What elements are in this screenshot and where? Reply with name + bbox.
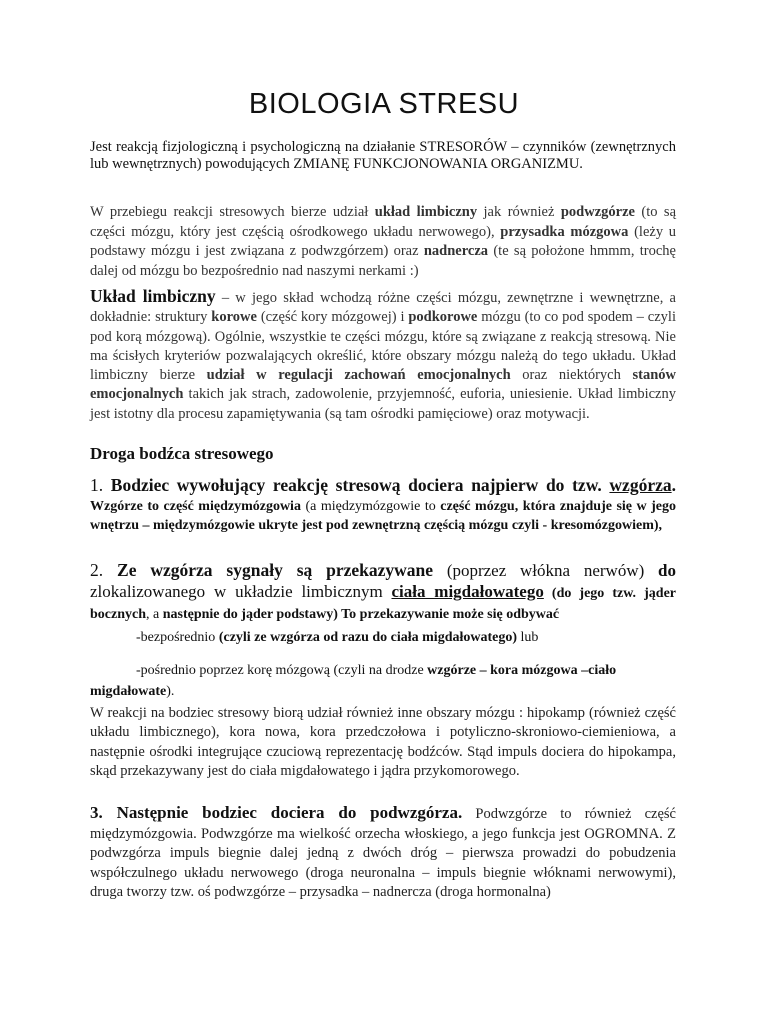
bold-term: podkorowe <box>408 309 478 326</box>
step-1 <box>90 476 676 536</box>
bold-term: do <box>658 561 676 580</box>
bold-term: 3. Następnie bodziec dociera do podwzgórza. <box>90 803 463 822</box>
indent-indirect <box>90 660 676 702</box>
bold-term: (do jego tzw. jąder bocznych <box>90 586 676 622</box>
bold-term: układ limbiczny <box>374 204 478 220</box>
page-title: BIOLOGIA STRESU <box>248 88 520 120</box>
step-2 <box>90 560 676 625</box>
bold-term: Wzgórze to część międzymózgowia <box>90 498 301 514</box>
text-run: zlokalizowanego w układzie limbicznym <box>90 582 392 601</box>
paragraph-limbic-system <box>90 287 676 424</box>
bold-term: przysadka mózgowa <box>500 223 629 240</box>
indent-direct <box>136 630 538 646</box>
text-run: -pośrednio poprzez korę mózgową (czyli na drodze <box>136 663 428 678</box>
text-run: oraz niektórych <box>510 367 633 384</box>
bold-term: (czyli ze wzgórza od razu do ciała migdałowatego) <box>218 630 518 645</box>
text-run: (leży u podstawy mózgu i jest związana z podwzgórzem) oraz <box>90 223 677 260</box>
text-run: (poprzez włókna nerwów) <box>433 561 659 580</box>
bold-term: Bodziec wywołujący reakcję stresową dociera najpierw do tzw. <box>110 475 610 495</box>
bold-term: wzgórze – kora mózgowa –ciało migdałowate <box>90 663 617 699</box>
underlined-term <box>609 475 671 495</box>
bold-term: stanów emocjonalnych <box>90 367 676 403</box>
punctuation: . <box>671 475 676 495</box>
text-run: W przebiegu reakcji stresowych bierze udział <box>90 204 375 220</box>
paragraph-other-areas <box>90 704 676 781</box>
text-run: -bezpośrednio <box>136 630 219 645</box>
text-run: takich jak strach, zadowolenie, przyjemność, euforia, uniesienie. Układ limbiczny jest istotny dla procesu zapamiętywania (są tam ośrodki pamięciowe) oraz motywacji. <box>90 386 676 422</box>
paragraph-definition <box>90 139 676 173</box>
underlined-term-text: ciała migdałowatego <box>391 582 544 601</box>
text-run: Jest reakcją fizjologiczną i psychologiczną na działanie STRESORÓW – czynników (zewnętrznych lub wewnętrznych) powodujących ZMIANĘ FUNKCJONOWANIA ORGANIZMU. <box>90 139 676 172</box>
text-run: , a <box>146 607 163 622</box>
bold-term: Układ limbiczny <box>90 286 216 306</box>
bold-term: udział w regulacji zachowań emocjonalnych <box>206 367 511 384</box>
text-run: W reakcji na bodziec stresowy biorą udział również inne obszary mózgu : hipokamp (również część układu limbicznego), kora nowa, kora przedczołowa i potyliczno-skroniowo-ciemieniowa, a następnie ośrodki integrujące czuciową reprezentację bodźców. Stąd impuls dociera do hipokampa, skąd przekazywany jest do ciała migdałowatego i jądra przykomorowego. <box>90 705 676 779</box>
paragraph-structures <box>90 203 676 281</box>
underlined-term <box>391 582 543 601</box>
text-run: (a międzymózgowie to <box>300 498 441 514</box>
step-3 <box>90 803 676 903</box>
text-run: jak również <box>477 204 561 220</box>
underlined-term-text: wzgórza <box>609 475 672 495</box>
section-heading: Droga bodźca stresowego <box>90 444 274 463</box>
text-run: (część kory mózgowej) i <box>256 309 409 326</box>
text-run: (to są części mózgu, który jest częścią ośrodkowego układu nerwowego), <box>90 204 677 240</box>
bold-term: korowe <box>211 309 257 326</box>
text-run: (te są położone hmmm, trochę dalej od mózgu bo bezpośrednio nad naszymi nerkami :) <box>90 243 676 279</box>
text-run: mózgu (to co pod spodem – czyli pod korą mózgową). Ogólnie, wszystkie te części mózgu, które są związane z reakcją stresową. Nie ma ścisłych kryteriów pozwalających określić, które obszary mózgu należą do tego układu. Układ limbiczny bierze <box>90 309 676 384</box>
bold-term: następnie do jąder podstawy) To przekazywanie może się odbywać <box>162 607 560 622</box>
bold-term: Ze wzgórza sygnały są przekazywane <box>117 560 434 580</box>
bold-term: nadnercza <box>423 243 489 260</box>
text-run: – w jego skład wchodzą różne części mózgu, zewnętrzne i wewnętrzne, a dokładnie: struktury <box>90 290 676 326</box>
text-run: Podwzgórze to również część międzymózgowia. Podwzgórze ma wielkość orzecha włoskiego, a jego funkcja jest OGROMNA. Z podwzgórza impuls biegnie dalej jedną z dwóch dróg – pierwsza prowadzi do pobudzenia współczulnego układu nerwowego (droga neuronalna – impuls biegnie włóknami nerwowymi), druga tworzy tzw. oś podwzgórze – przysadka – nadnercza (droga hormonalna) <box>90 806 676 901</box>
step-number: 2. <box>90 560 118 580</box>
text-run: ). <box>166 684 175 699</box>
bold-term: część mózgu, która znajduje się w jego wnętrzu – międzymózgowie ukryte jest pod zewnętrzną częścią mózgu czyli - kresomózgowiem), <box>90 498 676 533</box>
bold-term: podwzgórze <box>560 204 635 220</box>
step-number: 1. <box>90 475 111 495</box>
text-run: lub <box>517 630 539 645</box>
